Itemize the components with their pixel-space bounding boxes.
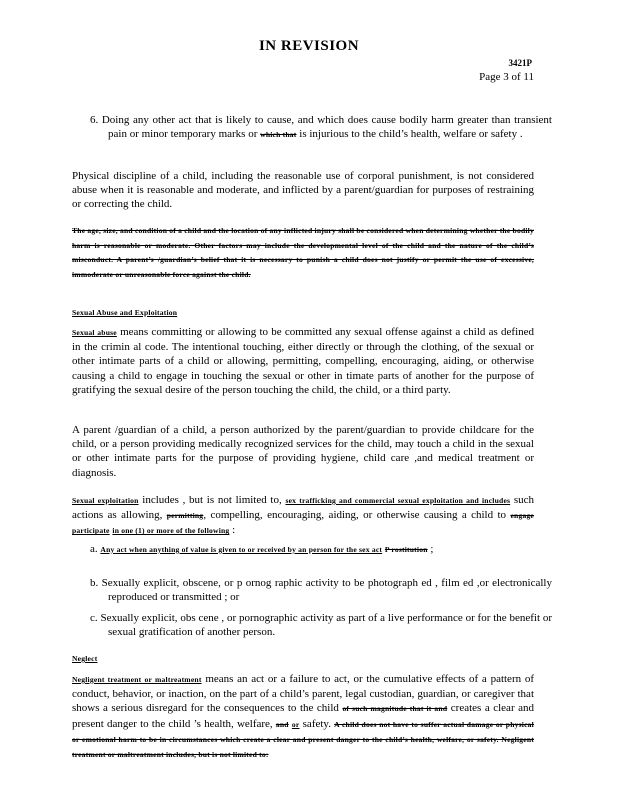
item-6-text-b: is injurious to the child’s health, welfare or safety . — [299, 128, 523, 141]
physical-discipline-paragraph — [72, 169, 534, 212]
exploitation-text-c: , compelling, encouraging, aiding, or otherwise causing a child to — [203, 509, 507, 522]
neglect-text-b: creates a clear and present danger to the child ’s health, welfare, — [72, 702, 535, 730]
neglect-struck-magnitude: of such magnitude that it and — [342, 704, 448, 714]
sexual-exploitation-paragraph — [72, 493, 534, 539]
item-6-text-a: 6. Doing any other act that is likely to cause, and which does cause bodily harm greater than transient pain or minor temporary marks or — [90, 114, 552, 141]
exploitation-struck-permitting: permitting — [166, 511, 204, 521]
neglect-text-a: means an act or a failure to act, or the cumulative effects of a pattern of conduct, behavior, or inaction, on the part of a child’s parent, legal custodian, guardian, or caregiver that shows a serious disregard for the consequences to the child — [72, 673, 535, 715]
exploitation-item-b — [72, 576, 552, 604]
struck-age-size-paragraph — [72, 224, 534, 282]
neglect-paragraph — [72, 672, 534, 762]
struck-age-size-text: The age, size, and condition of a child and the location of any inflicted injury shall be considered when determining whether the bodily harm is reasonable or moderate. Other factors may include the developmental level of the child and the nature of the child’s misconduct. A parent’s /guardian’s belief that it is necessary to punish a child does not justify or permit the use of excessive, immoderate or unreasonable force against the child. — [72, 226, 534, 279]
revision-title: IN REVISION — [258, 38, 360, 54]
neglect-heading: Neglect — [72, 654, 98, 663]
sexual-exploitation-term: Sexual exploitation — [72, 496, 139, 505]
physical-discipline-text: Physical discipline of a child, including the reasonable use of corporal punishment, is not considered abuse when it is reasonable and moderate, and inflicted by a parent/guardian for purposes of restraining or correcting the child. — [72, 170, 534, 211]
negligent-treatment-term: Negligent treatment or maltreatment — [72, 675, 202, 684]
item-a-struck-text: P rostitution — [384, 545, 428, 554]
neglect-struck-and: and — [275, 719, 289, 729]
neglect-struck-tail: A child does not have to suffer actual damage or physical or emotional harm to be in circumstances which create a clear and present danger to the child’s health, welfare, or safety. Negligent treatment or maltreatment includes, but is not limited to: — [72, 719, 534, 760]
neglect-added-or: or — [291, 719, 300, 729]
exploitation-added-participate: participate — [72, 526, 110, 536]
parent-touch-paragraph — [72, 423, 534, 480]
parent-touch-text: A parent /guardian of a child, a person authorized by the parent/guardian to provide childcare for the child, or a person providing medically recognized services for the child, may touch a child in the sexual or other intimate parts for the purpose of providing hygiene, child care ,and medical treatment or diagnosis. — [72, 424, 534, 479]
exploitation-added-text-1: sex trafficking and commercial sexual exploitation and includes — [285, 496, 511, 505]
exploitation-item-c — [72, 611, 552, 639]
policy-code: 3421P — [508, 58, 532, 68]
sexual-abuse-term: Sexual abuse — [72, 328, 117, 337]
item-b-text: b. Sexually explicit, obscene, or p ornog raphic activity to be photograph ed , film ed ,or electronically reproduced or transmitted ; or — [90, 577, 552, 604]
exploitation-text-a: includes , but is not limited to, — [142, 494, 282, 506]
item-c-text: c. Sexually explicit, obs cene , or pornographic activity as part of a live performance or for the benefit or sexual gratification of another person. — [90, 612, 552, 639]
sexual-abuse-text: means committing or allowing to be committed any sexual offense against a child as defined in the crimin al code. The intentional touching, either directly or through the clothing, of the sexual or other intimate parts of a child or allowing, permitting, compelling, encouraging, aiding, or otherwise causing a child to engage in touching the sexual or other in timate parts of another for the purpose of gratifying the sexual desire of the person touching the child, the child, or a third party. — [72, 326, 535, 396]
item-a-added-text: Any act when anything of value is given to or received by an person for the sex act — [100, 545, 383, 554]
page-number: Page 3 of 11 — [479, 71, 534, 83]
exploitation-colon: : — [232, 524, 236, 537]
exploitation-text-b: such actions as allowing, — [72, 494, 535, 522]
item-a-label: a. — [90, 543, 98, 555]
item-a-end: ; — [430, 543, 434, 555]
exploitation-struck-engage: engage — [510, 511, 535, 521]
exploitation-item-a — [72, 542, 552, 557]
item-6-struck-text: which that — [260, 130, 297, 140]
item-6-paragraph — [72, 113, 552, 142]
sexual-abuse-heading: Sexual Abuse and Exploitation — [72, 308, 178, 317]
exploitation-added-following: in one (1) or more of the following — [112, 526, 230, 536]
neglect-text-c: safety. — [302, 717, 331, 730]
sexual-abuse-paragraph — [72, 325, 534, 397]
